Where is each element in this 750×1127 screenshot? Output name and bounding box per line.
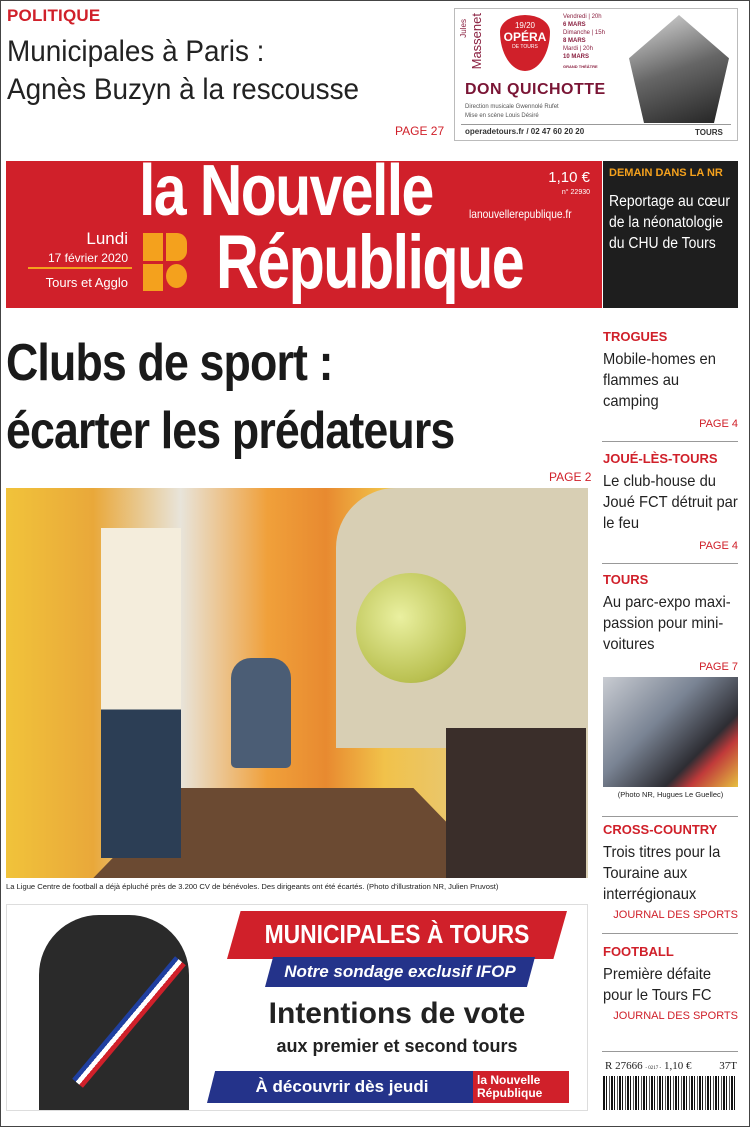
headline-line: écarter les prédateurs (6, 402, 455, 460)
main-photo-caption: La Ligue Centre de football a déjà épluché près de 3.200 CV de bénévoles. Des dirigeants ont été écartés. (Photo d'illustration NR, Julien Pruvost) (6, 882, 499, 891)
sidebar-page: PAGE 7 (699, 661, 738, 673)
masthead-day: Lundi (86, 229, 128, 248)
composer-first: Jules (459, 19, 468, 38)
sidebar-item[interactable] (603, 329, 738, 430)
promo-subtitle: Notre sondage exclusif IFOP (284, 962, 516, 981)
sidebar-photo (603, 677, 738, 787)
barcode (603, 1076, 737, 1110)
headline-line: Agnès Buzyn à la rescousse (7, 73, 360, 106)
top-story-kicker: POLITIQUE (7, 6, 101, 25)
opera-title: DON QUICHOTTE (465, 81, 606, 98)
sidebar-headline: Le club-house du Joué FCT détruit par le feu (603, 473, 738, 532)
sidebar-item[interactable] (603, 944, 738, 1022)
top-story-page: PAGE 27 (395, 124, 445, 138)
main-photo (6, 488, 588, 878)
main-headline[interactable] (6, 329, 454, 465)
sidebar-photo-caption: (Photo NR, Hugues Le Guellec) (617, 790, 724, 799)
divider (461, 124, 731, 125)
masthead-edition: Tours et Agglo (45, 275, 128, 290)
sidebar-headline: Trois titres pour la Touraine aux interrégionaux (603, 844, 721, 903)
promo-line2: aux premier et second tours (276, 1036, 518, 1056)
tomorrow-box[interactable] (603, 161, 738, 308)
masthead-title-line1: la Nouvelle (139, 151, 433, 231)
opera-contact[interactable]: operadetours.fr / 02 47 60 20 20 (465, 127, 585, 136)
sidebar-kicker: CROSS-COUNTRY (603, 822, 718, 837)
opera-city: TOURS (695, 128, 723, 137)
tomorrow-text: Reportage au cœur de la néonatologie du CHU de Tours (609, 193, 730, 252)
divider (602, 1051, 738, 1052)
nr-logo-icon (143, 233, 187, 291)
main-story-page: PAGE 2 (549, 470, 592, 484)
sidebar-headline: Mobile-homes en flammes au camping (603, 351, 716, 410)
sidebar-page: JOURNAL DES SPORTS (613, 909, 738, 921)
sidebar-item[interactable] (603, 572, 738, 799)
masthead (6, 151, 602, 308)
masthead-date: 17 février 2020 (47, 251, 128, 265)
barcode-text: R 27666 - 0217 - 1,10 € 37T (605, 1060, 737, 1072)
headline-line: Municipales à Paris : (7, 35, 265, 68)
masthead-website[interactable]: lanouvellerepublique.fr (469, 207, 572, 221)
divider (602, 563, 738, 564)
opera-credits: Direction musicale Gwennolé Rufet Mise en scène Louis Désiré (465, 104, 559, 119)
sidebar-headline: Au parc-expo maxi-passion pour mini-voitures (603, 594, 731, 653)
don-quichotte-image (629, 15, 729, 123)
promo-cta: À découvrir dès jeudi (255, 1077, 429, 1096)
opera-logo: 19/20 OPÉRA DE TOURS (500, 15, 550, 71)
sidebar-headline: Première défaite pour le Tours FC (603, 966, 712, 1004)
divider (28, 267, 132, 269)
masthead-issue: n° 22930 (561, 189, 590, 196)
sidebar-kicker: TOURS (603, 572, 649, 587)
opera-dates: Vendredi | 20h 6 MARS Dimanche | 15h 8 MARS Mardi | 20h 10 MARS GRAND THÉÂTRE (563, 14, 605, 69)
composer-last: Massenet (469, 13, 484, 70)
sidebar-page: PAGE 4 (699, 418, 738, 430)
divider (602, 933, 738, 934)
poll-promo[interactable] (6, 904, 588, 1111)
sidebar-kicker: FOOTBALL (603, 944, 674, 959)
promo-title: MUNICIPALES À TOURS (264, 919, 530, 949)
divider (602, 441, 738, 442)
sidebar-page: PAGE 4 (699, 540, 738, 552)
sidebar-page: JOURNAL DES SPORTS (613, 1010, 738, 1022)
masthead-price: 1,10 € (548, 169, 590, 186)
sidebar-kicker: JOUÉ-LÈS-TOURS (603, 451, 718, 466)
sidebar-kicker: TROGUES (603, 329, 668, 344)
top-story-headline[interactable] (7, 33, 359, 109)
headline-line: Clubs de sport : (6, 334, 333, 392)
sidebar-item[interactable] (603, 822, 738, 921)
sidebar-item[interactable] (603, 451, 738, 552)
divider (602, 816, 738, 817)
promo-logo: la Nouvelle République (473, 1071, 569, 1103)
tomorrow-label: DEMAIN DANS LA NR (609, 167, 723, 179)
opera-ad[interactable] (454, 8, 738, 141)
masthead-title-line2: République (216, 220, 524, 305)
promo-line1: Intentions de vote (268, 997, 526, 1030)
mayor-sash-illustration (39, 915, 189, 1111)
football (356, 573, 466, 683)
